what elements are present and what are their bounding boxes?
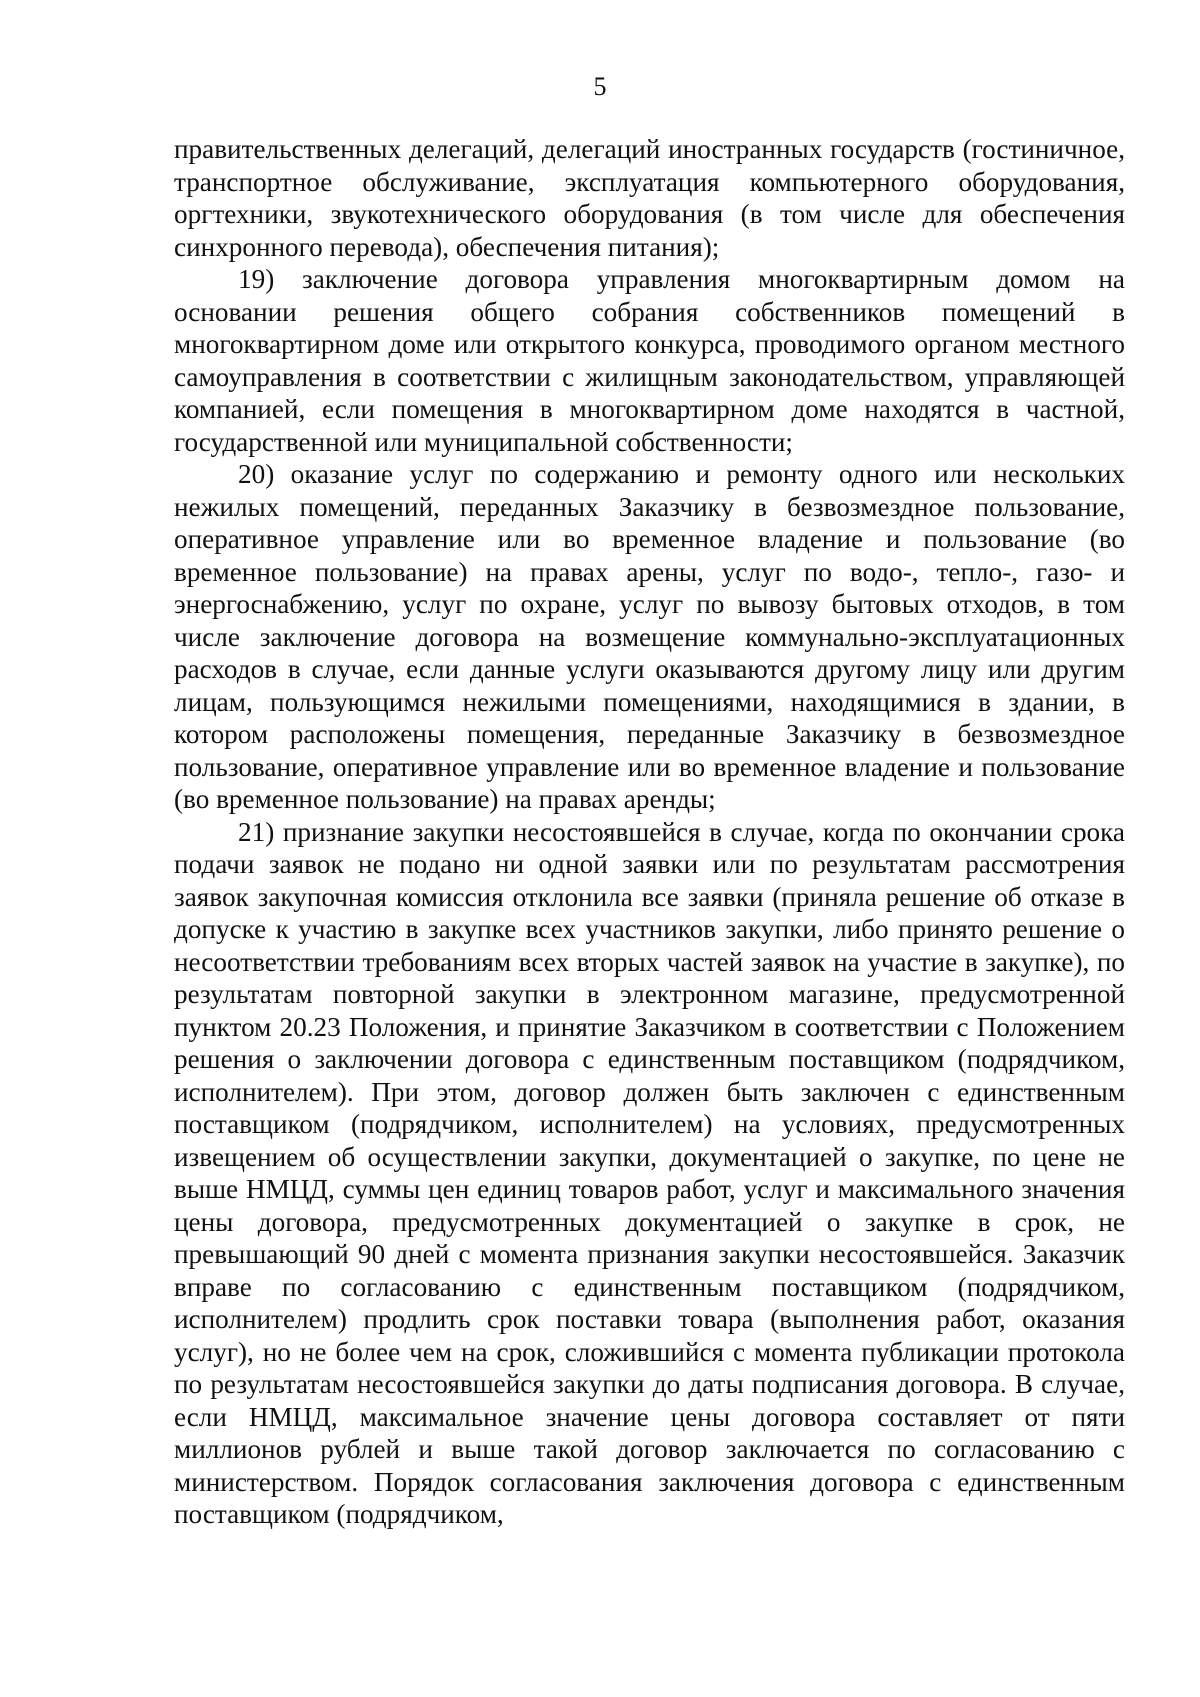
paragraph-item-19: 19) заключение договора управления многоквартирным домом на основании решения общего собрания собственников помещений в многоквартирном доме или открытого конкурса, проводимого органом местного самоуправления в соответствии с жилищным законодательством, управляющей компанией, если помещения в многоквартирном доме находятся в частной, государственной или муниципальной собственности; bbox=[174, 264, 1125, 457]
paragraph-continuation: правительственных делегаций, делегаций иностранных государств (гостиничное, транспортное обслуживание, эксплуатация компьютерного оборудования, оргтехники, звукотехнического оборудования (в том числе для обеспечения синхронного перевода), обеспечения питания); bbox=[174, 134, 1125, 262]
document-body bbox=[174, 133, 1125, 1531]
paragraph-item-21: 21) признание закупки несостоявшейся в случае, когда по окончании срока подачи заявок не подано ни одной заявки или по результатам рассмотрения заявок закупочная комиссия отклонила все заявки (приняла решение об отказе в допуске к участию в закупке всех участников закупки, либо принято решение о несоответствии требованиям всех вторых частей заявок на участие в закупке), по результатам повторной закупки в электронном магазине, предусмотренной пунктом 20.23 Положения, и принятие Заказчиком в соответствии с Положением решения о заключении договора с единственным поставщиком (подрядчиком, исполнителем). При этом, договор должен быть заключен с единственным поставщиком (подрядчиком, исполнителем) на условиях, предусмотренных извещением об осуществлении закупки, документацией о закупке, по цене не выше НМЦД, суммы цен единиц товаров работ, услуг и максимального значения цены договора, предусмотренных документацией о закупке в срок, не превышающий 90 дней с момента признания закупки несостоявшейся. Заказчик вправе по согласованию с единственным поставщиком (подрядчиком, исполнителем) продлить срок поставки товара (выполнения работ, оказания услуг), но не более чем на срок, сложившийся с момента публикации протокола по результатам несостоявшейся закупки до даты подписания договора. В случае, если НМЦД, максимальное значение цены договора составляет от пяти миллионов рублей и выше такой договор заключается по согласованию с министерством. Порядок согласования заключения договора с единственным поставщиком (подрядчиком, bbox=[174, 816, 1125, 1529]
paragraph-item-20: 20) оказание услуг по содержанию и ремонту одного или нескольких нежилых помещений, переданных Заказчику в безвозмездное пользование, оперативное управление или во временное владение и пользование (во временное пользование) на правах арены, услуг по водо-, тепло-, газо- и энергоснабжению, услуг по охране, услуг по вывозу бытовых отходов, в том числе заключение договора на возмещение коммунально-эксплуатационных расходов в случае, если данные услуги оказываются другому лицу или другим лицам, пользующимся нежилыми помещениями, находящимися в здании, в котором расположены помещения, переданные Заказчику в безвозмездное пользование, оперативное управление или во временное владение и пользование (во временное пользование) на правах аренды; bbox=[174, 459, 1125, 814]
page-number: 5 bbox=[593, 72, 607, 101]
